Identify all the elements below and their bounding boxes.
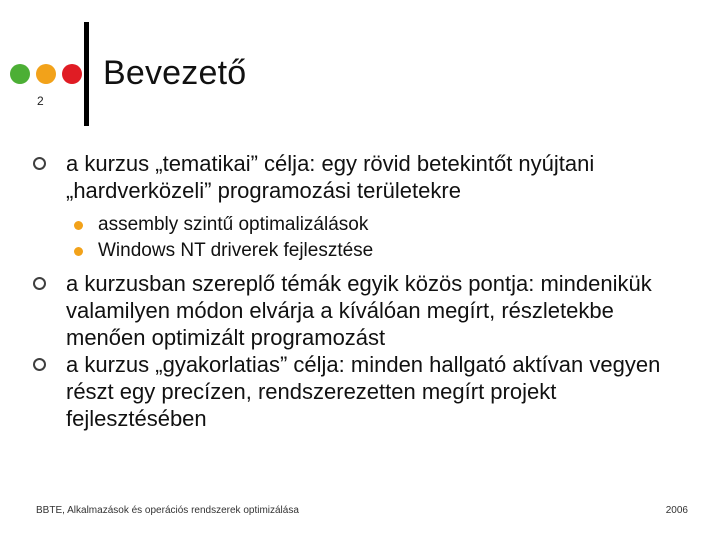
dot-bullet-icon	[74, 221, 83, 230]
ring-bullet-icon	[33, 277, 46, 290]
sub-bullet-text: assembly szintű optimalizálások	[98, 214, 369, 235]
bullet-item	[30, 270, 690, 351]
bullet-item	[30, 150, 690, 204]
orange-dot-icon	[36, 64, 56, 84]
title-divider	[84, 22, 89, 126]
bullet-text: a kurzusban szereplő témák egyik közös pontja: mindenikük valamilyen módon elvárja a kíválóan megírt, részletekbe menően optimizált programozást	[66, 271, 652, 350]
bullet-item	[30, 351, 690, 432]
header-dots	[10, 64, 84, 86]
bullet-list	[30, 150, 690, 432]
footer-course: BBTE, Alkalmazások és operációs rendszerek optimizálása	[36, 505, 299, 516]
ring-bullet-icon	[33, 157, 46, 170]
bullet-text: a kurzus „gyakorlatias” célja: minden hallgató aktívan vegyen részt egy precízen, rendszerezetten megírt projekt fejlesztésében	[66, 352, 661, 431]
slide-title: Bevezető	[103, 54, 247, 92]
ring-bullet-icon	[33, 358, 46, 371]
sub-bullet-item	[30, 212, 690, 238]
slide-number: 2	[37, 94, 44, 108]
bullet-text: a kurzus „tematikai” célja: egy rövid betekintőt nyújtani „hardverközeli” programozási területekre	[66, 151, 595, 203]
sub-bullet-text: Windows NT driverek fejlesztése	[98, 240, 374, 261]
sub-bullet-list	[30, 212, 690, 264]
green-dot-icon	[10, 64, 30, 84]
dot-bullet-icon	[74, 247, 83, 256]
red-dot-icon	[62, 64, 82, 84]
sub-bullet-item	[30, 238, 690, 264]
footer-year: 2006	[665, 505, 688, 516]
